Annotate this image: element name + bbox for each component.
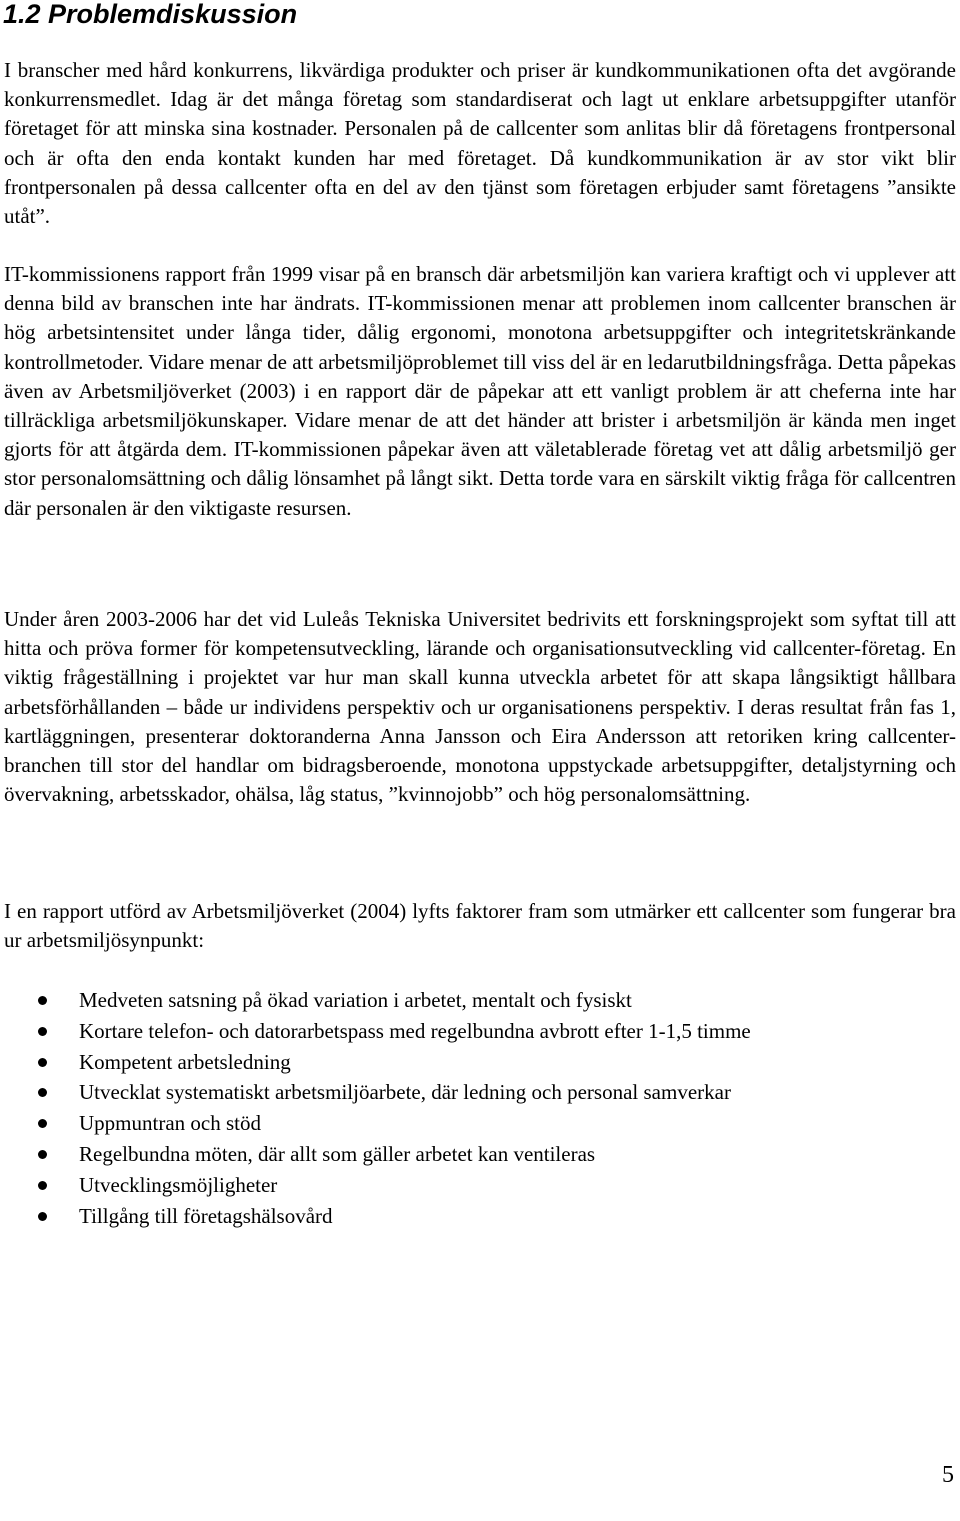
list-item [0, 1016, 960, 1047]
paragraph-1: I branscher med hård konkurrens, likvärdiga produkter och priser är kundkommunikationen ofta det avgörande konkurrensmedlet. Idag är det många företag som standardiserat och lagt ut enklare arbetsuppgifter utanför företaget för att minska sina kostnader. Personalen på de callcenter som anlitas blir då företagens frontpersonal och är ofta den enda kontakt kunden har med företaget. Då kundkommunikation är av stor vikt blir frontpersonalen på dessa callcenter ofta en del av den tjänst som företagen erbjuder samt företagens ”ansikte utåt”. [4, 58, 956, 229]
list-item-text: Utvecklat systematiskt arbetsmiljöarbete, där ledning och personal samverkar [79, 1080, 731, 1105]
bullet-icon [38, 996, 47, 1005]
list-item-text: Medveten satsning på ökad variation i arbetet, mentalt och fysiskt [79, 988, 632, 1012]
list-item-text: Uppmuntran och stöd [79, 1111, 261, 1136]
bullet-icon [38, 1212, 47, 1221]
list-item [0, 1047, 960, 1078]
list-item-text: Tillgång till företagshälsovård [79, 1203, 333, 1228]
paragraph-4: I en rapport utförd av Arbetsmiljöverket (2004) lyfts faktorer fram som utmärker ett callcenter som fungerar bra ur arbetsmiljösynpunkt: [4, 899, 956, 953]
list-item [0, 1108, 960, 1139]
paragraph-2: IT-kommissionens rapport från 1999 visar på en bransch där arbetsmiljön kan variera kraftigt och vi upplever att denna bild av branschen inte har ändrats. IT-kommissionen menar att problemen inom callcenter branschen är hög arbetsintensitet under långa tider, dålig ergonomi, monotona arbetsuppgifter och integritetskränkande kontrollmetoder. Vidare menar de att arbetsmiljöproblemet till viss del är en ledarutbildningsfråga. Detta påpekas även av Arbetsmiljöverket (2003) i en rapport där de påpekar att ett vanligt problem är att cheferna inte har tillräckliga arbetsmiljökunskaper. Vidare menar de att det händer att brister i arbetsmiljön är kända men inget gjorts för att åtgärda dem. IT-kommissionen påpekar även att väletablerade företag vet att dålig arbetsmiljö ger stor personalomsättning och dålig lönsamhet på långt sikt. Detta torde vara en särskilt viktig fråga för callcentren där personalen är den viktigaste resursen. [4, 262, 956, 520]
bullet-list [0, 985, 960, 1231]
list-item-text: Regelbundna möten, där allt som gäller arbetet kan ventileras [79, 1141, 596, 1166]
section-heading: 1.2 Problemdiskussion [3, 0, 298, 29]
bullet-icon [38, 1119, 47, 1128]
list-item-text: Kompetent arbetsledning [79, 1049, 291, 1074]
bullet-icon [38, 1150, 47, 1159]
paragraph-3: Under åren 2003-2006 har det vid Luleås Tekniska Universitet bedrivits ett forskningsprojekt som syftat till att hitta och pröva former för kompetensutveckling, lärande och organisationsutveckling vid callcenter-företag. En viktig frågeställning i projektet var hur man skall kunna utveckla arbetet för att skapa långsiktigt hållbara arbetsförhållanden – både ur individens perspektiv och ur organisationens perspektiv. I deras resultat från fas 1, kartläggningen, presenterar doktoranderna Anna Jansson och Eira Andersson att retoriken kring callcenter-branchen till stor del handlar om bidragsberoende, monotona uppstyckade arbetsuppgifter, detaljstyrning och övervakning, arbetsskador, ohälsa, låg status, ”kvinnojobb” och hög personalomsättning. [4, 607, 956, 807]
page-number: 5 [942, 1462, 954, 1488]
list-item [0, 1170, 960, 1201]
list-item [0, 985, 960, 1016]
bullet-icon [38, 1027, 47, 1036]
bullet-icon [38, 1181, 47, 1190]
list-item-text: Utvecklingsmöjligheter [79, 1172, 278, 1197]
list-item [0, 1077, 960, 1108]
list-item-text: Kortare telefon- och datorarbetspass med regelbundna avbrott efter 1-1,5 timme [79, 1018, 751, 1043]
bullet-icon [38, 1088, 47, 1097]
list-item [0, 1201, 960, 1232]
bullet-icon [38, 1058, 47, 1067]
list-item [0, 1139, 960, 1170]
